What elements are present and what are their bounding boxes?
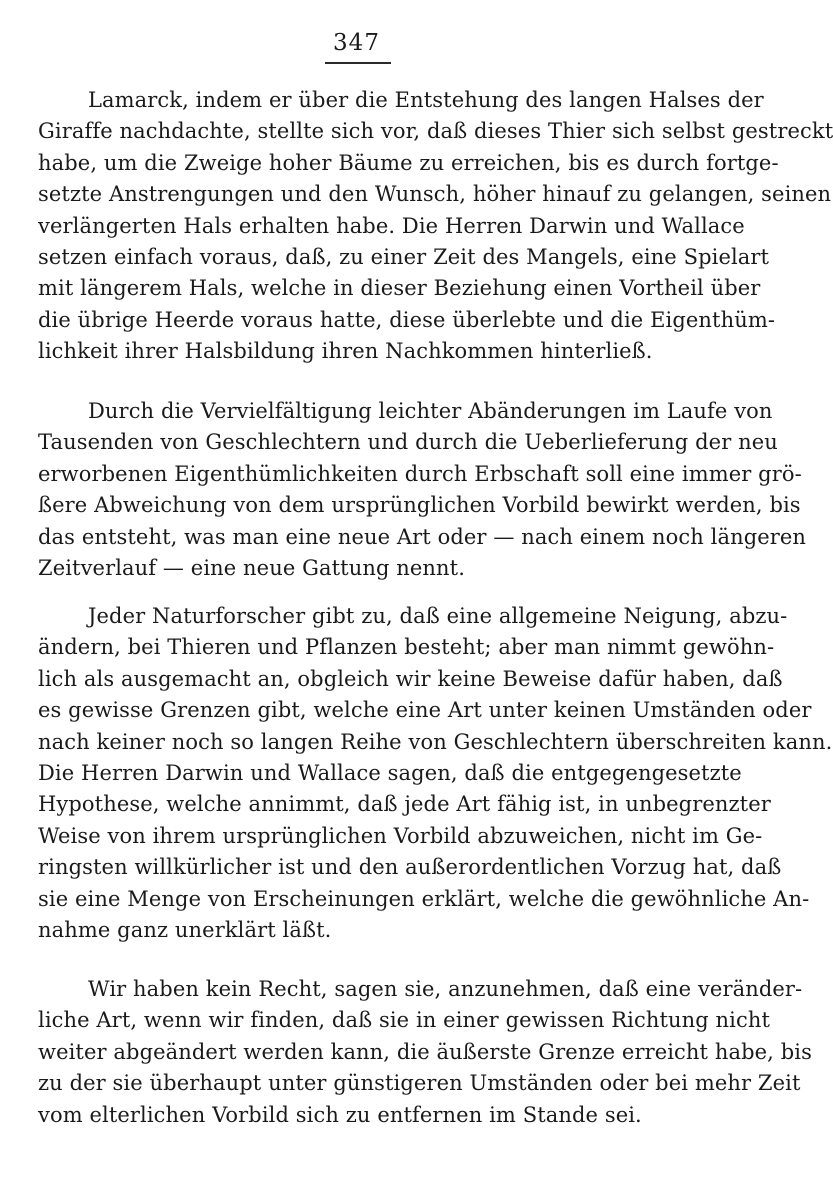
text-line: Die Herren Darwin und Wallace sagen, daß die entgegengesetzte — [38, 761, 742, 785]
text-line: Giraffe nachdachte, stellte sich vor, daß dieses Thier sich selbst gestreckt — [38, 119, 833, 144]
text-line: nahme ganz unerklärt läßt. — [38, 918, 332, 942]
text-line: setzte Anstrengungen und den Wunsch, höher hinauf zu gelangen, seinen — [38, 182, 832, 207]
text-line: ringsten willkürlicher ist und den außerordentlichen Vorzug hat, daß — [38, 855, 782, 880]
text-line: die übrige Heerde voraus hatte, diese überlebte und die Eigenthüm- — [38, 307, 776, 332]
text-line: Tausenden von Geschlechtern und durch die Ueberlieferung der neu — [38, 430, 778, 455]
text-line: mit längerem Hals, welche in dieser Beziehung einen Vortheil über — [38, 276, 761, 301]
text-line: liche Art, wenn wir finden, daß sie in einer gewissen Richtung nicht — [38, 1008, 771, 1033]
text-line: Jeder Naturforscher gibt zu, daß eine allgemeine Neigung, abzu- — [88, 604, 788, 628]
text-line: Weise von ihrem ursprünglichen Vorbild abzuweichen, nicht im Ge- — [38, 823, 763, 848]
text-line: Lamarck, indem er über die Entstehung des langen Halses der — [88, 88, 764, 112]
text-line: Zeitverlauf — eine neue Gattung nennt. — [38, 556, 465, 580]
text-line: das entsteht, was man eine neue Art oder — nach einem noch längeren — [38, 524, 807, 549]
text-line: verlängerten Hals erhalten habe. Die Herren Darwin und Wallace — [38, 213, 745, 238]
text-line: Wir haben kein Recht, sagen sie, anzunehmen, daß eine veränder- — [88, 977, 803, 1001]
text-line: setzen einfach voraus, daß, zu einer Zeit des Mangels, eine Spielart — [38, 245, 770, 269]
page-number: 347 — [333, 30, 380, 56]
page-number-rule — [325, 62, 391, 64]
text-line: nach keiner noch so langen Reihe von Geschlechtern überschreiten kann. — [38, 729, 833, 754]
text-line: sie eine Menge von Erscheinungen erklärt, welche die gewöhnliche An- — [38, 886, 810, 911]
text-line: weiter abgeändert werden kann, die äußerste Grenze erreicht habe, bis — [38, 1039, 812, 1064]
text-line: ßere Abweichung von dem ursprünglichen Vorbild bewirkt werden, bis — [38, 493, 801, 518]
text-line: lich als ausgemacht an, obgleich wir keine Beweise dafür haben, daß — [38, 666, 783, 691]
text-line: zu der sie überhaupt unter günstigeren Umständen oder bei mehr Zeit — [38, 1071, 801, 1096]
text-line: habe, um die Zweige hoher Bäume zu erreichen, bis es durch fortge- — [38, 150, 779, 175]
text-line: erworbenen Eigenthümlichkeiten durch Erbschaft soll eine immer grö- — [38, 461, 802, 486]
text-line: vom elterlichen Vorbild sich zu entfernen im Stande sei. — [38, 1102, 642, 1127]
text-line: Hypothese, welche annimmt, daß jede Art fähig ist, in unbegrenzter — [38, 792, 771, 817]
text-line: lichkeit ihrer Halsbildung ihren Nachkommen hinterließ. — [38, 339, 653, 364]
text-line: Durch die Vervielfältigung leichter Abänderungen im Laufe von — [88, 399, 773, 423]
text-line: ändern, bei Thieren und Pflanzen besteht; aber man nimmt gewöhn- — [38, 635, 775, 660]
text-line: es gewisse Grenzen gibt, welche eine Art unter keinen Umständen oder — [38, 698, 812, 723]
